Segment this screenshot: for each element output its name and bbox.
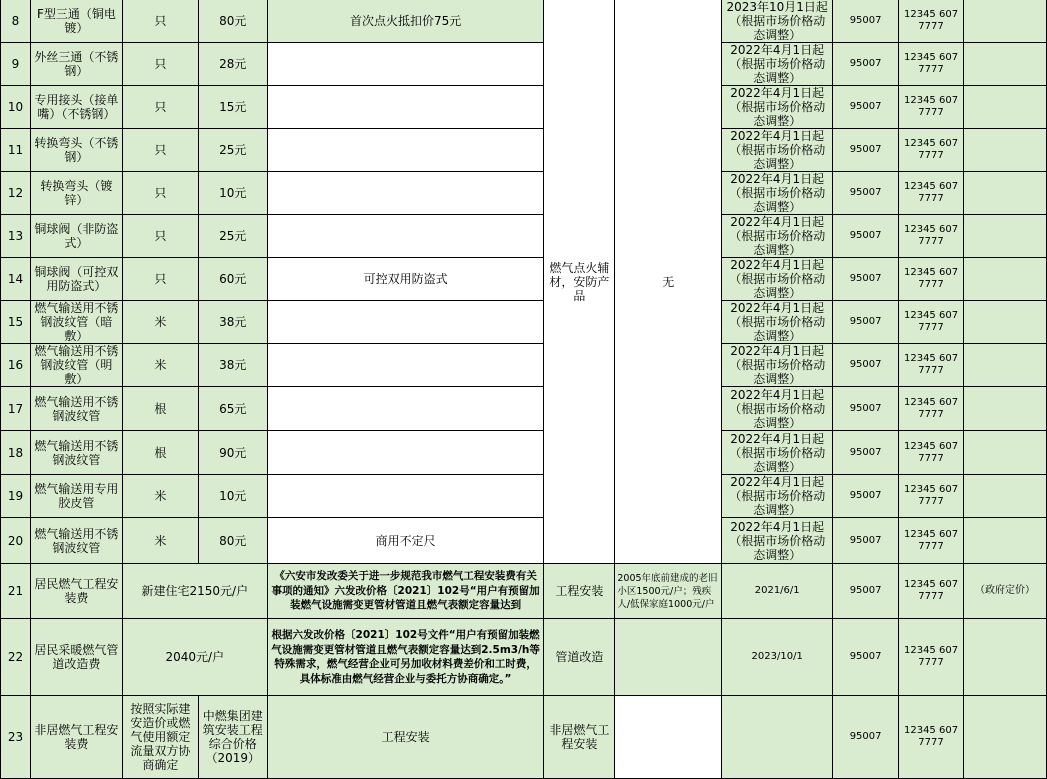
- pricing-basis: 工程安装: [267, 696, 544, 779]
- remark: [963, 43, 1046, 86]
- item-name: 燃气输送用不锈钢波纹管: [30, 518, 122, 564]
- item-price: 90元: [198, 431, 267, 475]
- remark: [963, 518, 1046, 564]
- remark: [963, 258, 1046, 301]
- complaint-phone: 12345 6077777: [899, 86, 964, 129]
- item-unit: 米: [122, 475, 198, 518]
- table-row: [1, 387, 1047, 431]
- item-price: 80元: [198, 0, 267, 43]
- hotline: 95007: [833, 564, 899, 619]
- remark: [963, 86, 1046, 129]
- complaint-phone: 12345 6077777: [899, 518, 964, 564]
- effective-date: 2022年4月1日起（根据市场价格动态调整）: [722, 387, 833, 431]
- effective-date: 2022年4月1日起（根据市场价格动态调整）: [722, 215, 833, 258]
- effective-date: [722, 696, 833, 779]
- item-name: 铜球阀（可控双用防盗式）: [30, 258, 122, 301]
- remark: （政府定价）: [963, 564, 1046, 619]
- effective-date: 2022年4月1日起（根据市场价格动态调整）: [722, 475, 833, 518]
- item-price: 新建住宅2150元/户: [122, 564, 267, 619]
- row-number: 19: [1, 475, 31, 518]
- complaint-phone: 12345 6077777: [899, 129, 964, 172]
- row-number: 22: [1, 619, 31, 696]
- item-unit: 只: [122, 129, 198, 172]
- table-row: [1, 564, 1047, 619]
- item-unit: 米: [122, 344, 198, 387]
- item-name: F型三通（铜电镀）: [30, 0, 122, 43]
- item-note: [267, 301, 544, 344]
- complaint-phone: 12345 6077777: [899, 215, 964, 258]
- item-note: [267, 215, 544, 258]
- row-number: 21: [1, 564, 31, 619]
- complaint-phone: 12345 6077777: [899, 172, 964, 215]
- discount-policy: 2005年底前建成的老旧小区1500元/户；残疾人/低保家庭1000元/户: [615, 564, 722, 619]
- hotline: 95007: [833, 344, 899, 387]
- item-name: 居民燃气工程安装费: [30, 564, 122, 619]
- item-price: 80元: [198, 518, 267, 564]
- item-price: 25元: [198, 215, 267, 258]
- remark: [963, 387, 1046, 431]
- item-name: 燃气输送用不锈钢波纹管（明敷）: [30, 344, 122, 387]
- row-number: 11: [1, 129, 31, 172]
- item-price-method: 按照实际建安造价或燃气使用额定流量双方协商确定: [122, 696, 198, 779]
- hotline: 95007: [833, 387, 899, 431]
- row-number: 14: [1, 258, 31, 301]
- table-row: [1, 43, 1047, 86]
- item-unit: 只: [122, 43, 198, 86]
- table-row: [1, 619, 1047, 696]
- effective-date: 2023/10/1: [722, 619, 833, 696]
- hotline: 95007: [833, 696, 899, 779]
- item-unit: 只: [122, 172, 198, 215]
- table-row: [1, 129, 1047, 172]
- item-price: 38元: [198, 301, 267, 344]
- effective-date: 2021/6/1: [722, 564, 833, 619]
- remark: [963, 0, 1046, 43]
- row-number: 17: [1, 387, 31, 431]
- hotline: 95007: [833, 129, 899, 172]
- item-price: 25元: [198, 129, 267, 172]
- effective-date: 2023年10月1日起（根据市场价格动态调整）: [722, 0, 833, 43]
- item-name: 居民采暖燃气管道改造费: [30, 619, 122, 696]
- effective-date: 2022年4月1日起（根据市场价格动态调整）: [722, 172, 833, 215]
- remark: [963, 431, 1046, 475]
- row-number: 15: [1, 301, 31, 344]
- effective-date: 2022年4月1日起（根据市场价格动态调整）: [722, 129, 833, 172]
- row-number: 12: [1, 172, 31, 215]
- merged-category: 燃气点火辅材，安防产品: [544, 0, 615, 564]
- item-unit: 只: [122, 86, 198, 129]
- table-row: [1, 0, 1047, 43]
- item-price: 38元: [198, 344, 267, 387]
- table-row: [1, 344, 1047, 387]
- item-name: 燃气输送用不锈钢波纹管: [30, 431, 122, 475]
- complaint-phone: 12345 6077777: [899, 431, 964, 475]
- complaint-phone: 12345 6077777: [899, 43, 964, 86]
- item-note: [267, 431, 544, 475]
- table-row: [1, 431, 1047, 475]
- effective-date: 2022年4月1日起（根据市场价格动态调整）: [722, 258, 833, 301]
- effective-date: 2022年4月1日起（根据市场价格动态调整）: [722, 43, 833, 86]
- item-note: [267, 86, 544, 129]
- pricing-basis: 《六安市发改委关于进一步规范我市燃气工程安装费有关事项的通知》六发改价格〔2021〕102号“用户有预留加装燃气设施需变更管材管道且燃气表额定容量达到: [267, 564, 544, 619]
- remark: [963, 129, 1046, 172]
- remark: [963, 619, 1046, 696]
- item-name: 转换弯头（不锈钢）: [30, 129, 122, 172]
- row-number: 13: [1, 215, 31, 258]
- item-note: 可控双用防盗式: [267, 258, 544, 301]
- item-note: [267, 344, 544, 387]
- effective-date: 2022年4月1日起（根据市场价格动态调整）: [722, 344, 833, 387]
- item-name: 外丝三通（不锈钢）: [30, 43, 122, 86]
- item-note: [267, 475, 544, 518]
- item-price: 10元: [198, 172, 267, 215]
- row-number: 16: [1, 344, 31, 387]
- table-row: [1, 475, 1047, 518]
- effective-date: 2022年4月1日起（根据市场价格动态调整）: [722, 86, 833, 129]
- remark: [963, 696, 1046, 779]
- complaint-phone: 12345 6077777: [899, 696, 964, 779]
- merged-discount: 无: [615, 0, 722, 564]
- hotline: 95007: [833, 86, 899, 129]
- hotline: 95007: [833, 431, 899, 475]
- remark: [963, 344, 1046, 387]
- effective-date: 2022年4月1日起（根据市场价格动态调整）: [722, 518, 833, 564]
- effective-date: 2022年4月1日起（根据市场价格动态调整）: [722, 431, 833, 475]
- complaint-phone: 12345 6077777: [899, 475, 964, 518]
- effective-date: 2022年4月1日起（根据市场价格动态调整）: [722, 301, 833, 344]
- item-name: 专用接头（接单嘴）（不锈钢）: [30, 86, 122, 129]
- item-name: 燃气输送用专用胶皮管: [30, 475, 122, 518]
- table-row: [1, 696, 1047, 779]
- table-row: [1, 215, 1047, 258]
- item-category: 管道改造: [544, 619, 615, 696]
- table-row: [1, 258, 1047, 301]
- item-name: 铜球阀（非防盗式）: [30, 215, 122, 258]
- hotline: 95007: [833, 619, 899, 696]
- row-number: 23: [1, 696, 31, 779]
- discount-policy: [615, 696, 722, 779]
- item-unit: 只: [122, 258, 198, 301]
- table-row: [1, 172, 1047, 215]
- complaint-phone: 12345 6077777: [899, 258, 964, 301]
- row-number: 8: [1, 0, 31, 43]
- pricing-basis: 根据六发改价格〔2021〕102号文件“用户有预留加装燃气设施需变更管材管道且燃气表额定容量达到2.5m3/h等特殊需求，燃气经营企业可另加收材料费差价和工时费，具体标准由燃气经营企业与委托方协商确定。”: [267, 619, 544, 696]
- item-note: [267, 172, 544, 215]
- hotline: 95007: [833, 43, 899, 86]
- complaint-phone: 12345 6077777: [899, 387, 964, 431]
- remark: [963, 475, 1046, 518]
- remark: [963, 215, 1046, 258]
- table-row: [1, 86, 1047, 129]
- item-name: 燃气输送用不锈钢波纹管（暗敷）: [30, 301, 122, 344]
- item-price: 10元: [198, 475, 267, 518]
- hotline: 95007: [833, 518, 899, 564]
- item-unit: 只: [122, 0, 198, 43]
- item-price: 28元: [198, 43, 267, 86]
- complaint-phone: 12345 6077777: [899, 0, 964, 43]
- item-unit: 根: [122, 431, 198, 475]
- item-name: 燃气输送用不锈钢波纹管: [30, 387, 122, 431]
- item-price-reference: 中燃集团建筑安装工程综合价格（2019）: [198, 696, 267, 779]
- row-number: 9: [1, 43, 31, 86]
- item-category: 工程安装: [544, 564, 615, 619]
- item-unit: 米: [122, 518, 198, 564]
- item-price: 2040元/户: [122, 619, 267, 696]
- hotline: 95007: [833, 172, 899, 215]
- item-note: [267, 43, 544, 86]
- item-unit: 米: [122, 301, 198, 344]
- item-name: 转换弯头（镀锌）: [30, 172, 122, 215]
- item-note: 商用不定尺: [267, 518, 544, 564]
- hotline: 95007: [833, 215, 899, 258]
- item-unit: 根: [122, 387, 198, 431]
- hotline: 95007: [833, 0, 899, 43]
- complaint-phone: 12345 6077777: [899, 344, 964, 387]
- row-number: 20: [1, 518, 31, 564]
- complaint-phone: 12345 6077777: [899, 564, 964, 619]
- row-number: 10: [1, 86, 31, 129]
- item-unit: 只: [122, 215, 198, 258]
- row-number: 18: [1, 431, 31, 475]
- item-category: 非居燃气工程安装: [544, 696, 615, 779]
- hotline: 95007: [833, 258, 899, 301]
- item-note: [267, 387, 544, 431]
- item-name: 非居燃气工程安装费: [30, 696, 122, 779]
- complaint-phone: 12345 6077777: [899, 301, 964, 344]
- item-price: 15元: [198, 86, 267, 129]
- remark: [963, 301, 1046, 344]
- complaint-phone: 12345 6077777: [899, 619, 964, 696]
- remark: [963, 172, 1046, 215]
- item-note: 首次点火抵扣价75元: [267, 0, 544, 43]
- item-price: 60元: [198, 258, 267, 301]
- table-row: [1, 301, 1047, 344]
- discount-policy: [615, 619, 722, 696]
- item-note: [267, 129, 544, 172]
- hotline: 95007: [833, 301, 899, 344]
- table-row: [1, 518, 1047, 564]
- item-price: 65元: [198, 387, 267, 431]
- hotline: 95007: [833, 475, 899, 518]
